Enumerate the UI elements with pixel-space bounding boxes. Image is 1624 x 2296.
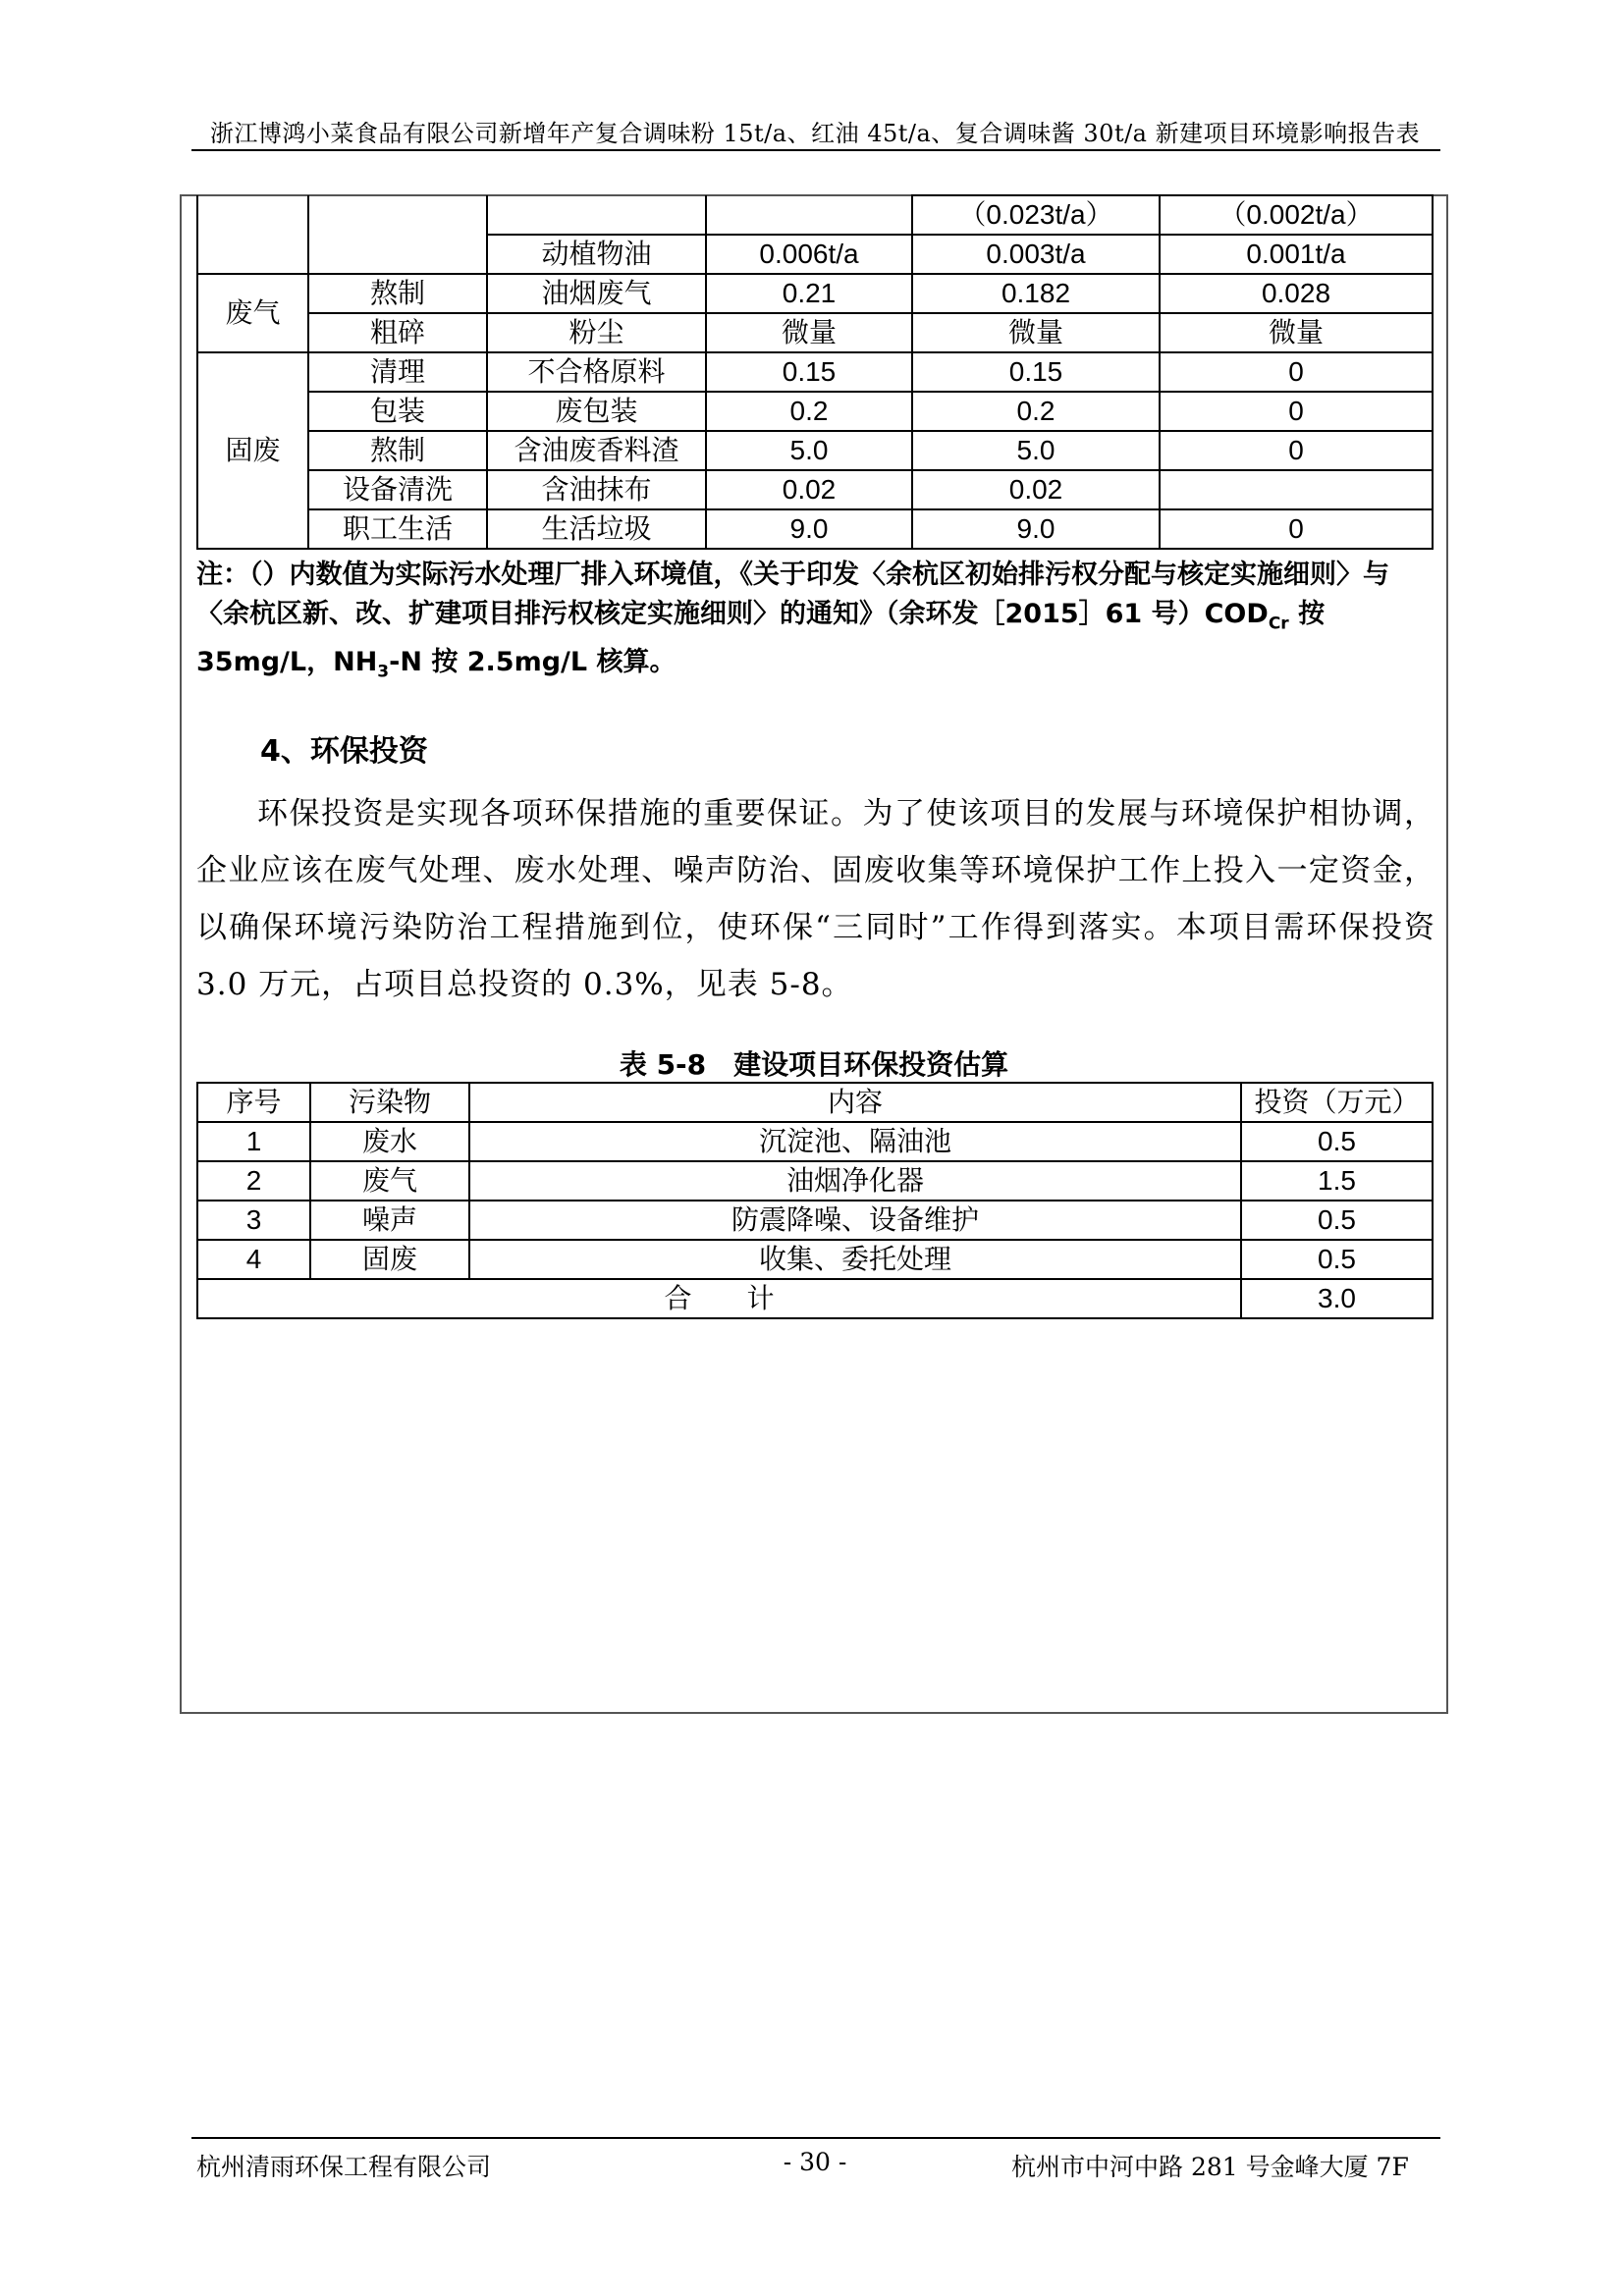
pollutant-cell: 油烟废气 <box>487 274 706 313</box>
column-header: 内容 <box>469 1083 1241 1122</box>
pollutant-cell: 含油抹布 <box>487 470 706 509</box>
table-cell: 噪声 <box>310 1201 469 1240</box>
table-cell: 废水 <box>310 1122 469 1161</box>
table-cell <box>1160 470 1433 509</box>
table-row <box>197 392 1433 431</box>
source-cell: 清理 <box>308 352 487 392</box>
note-subscript: Cr <box>1268 614 1289 634</box>
table-cell: （0.002t/a） <box>1160 195 1433 235</box>
total-label: 合 计 <box>197 1279 1241 1318</box>
pollutant-cell: 粉尘 <box>487 313 706 352</box>
table-cell: 0.21 <box>706 274 912 313</box>
pollutant-cell: 动植物油 <box>487 235 706 274</box>
table-cell: 油烟净化器 <box>469 1161 1241 1201</box>
footer-rule <box>191 2137 1440 2139</box>
table-cell: 0 <box>1160 392 1433 431</box>
table-cell: 微量 <box>1160 313 1433 352</box>
table-row <box>197 1161 1433 1201</box>
table-cell: 2 <box>197 1161 310 1201</box>
footer-address: 杭州市中河中路 281 号金峰大厦 7F <box>1011 2153 1409 2181</box>
table-row <box>197 1240 1433 1279</box>
table-row <box>197 352 1433 392</box>
table-cell: 0.006t/a <box>706 235 912 274</box>
table-cell: 9.0 <box>706 509 912 549</box>
source-cell: 设备清洗 <box>308 470 487 509</box>
table-cell: 0 <box>1160 352 1433 392</box>
table-row <box>197 274 1433 313</box>
source-cell: 熬制 <box>308 431 487 470</box>
table-cell: 防震降噪、设备维护 <box>469 1201 1241 1240</box>
note-text: 注：（）内数值为实际污水处理厂排入环境值，《关于印发〈余杭区初始排污权分配与核定实施细则〉与〈余杭区新、改、扩建项目排污权核定实施细则〉的通知》（余环发［2015］61 号）COD <box>196 560 1389 629</box>
body-paragraph: 环保投资是实现各项环保措施的重要保证。为了使该项目的发展与环境保护相协调，企业应该在废气处理、废水处理、噪声防治、固废收集等环境保护工作上投入一定资金，以确保环境污染防治工程措施到位，使环保“三同时”工作得到落实。本项目需环保投资 3.0 万元，占项目总投资的 0.3%，见表 5-8。 <box>196 796 1435 1002</box>
table-cell: 0.003t/a <box>912 235 1160 274</box>
table-cell: 0.15 <box>706 352 912 392</box>
table-cell: 0.001t/a <box>1160 235 1433 274</box>
table-row <box>197 470 1433 509</box>
table-row <box>197 509 1433 549</box>
table-cell: 固废 <box>310 1240 469 1279</box>
source-cell: 包装 <box>308 392 487 431</box>
emission-table <box>196 194 1434 550</box>
table-row <box>197 313 1433 352</box>
note-text: 按 35mg/L，NH <box>196 599 1326 678</box>
table-cell: 0.028 <box>1160 274 1433 313</box>
table-cell: 微量 <box>706 313 912 352</box>
table-cell: 0 <box>1160 431 1433 470</box>
footer-company: 杭州清雨环保工程有限公司 <box>196 2153 492 2181</box>
table-cell: 0.5 <box>1241 1122 1433 1161</box>
table-row <box>197 195 1433 235</box>
table-cell: 微量 <box>912 313 1160 352</box>
pollutant-cell: 不合格原料 <box>487 352 706 392</box>
table-cell <box>197 195 308 274</box>
source-cell: 职工生活 <box>308 509 487 549</box>
page-number: - 30 - <box>783 2148 847 2176</box>
total-amount: 3.0 <box>1241 1279 1433 1318</box>
note-text: -N 按 2.5mg/L 核算。 <box>389 647 677 678</box>
table-cell: 0.15 <box>912 352 1160 392</box>
table-cell: 沉淀池、隔油池 <box>469 1122 1241 1161</box>
pollutant-cell: 生活垃圾 <box>487 509 706 549</box>
header-rule <box>191 149 1440 151</box>
table-cell: 0.5 <box>1241 1201 1433 1240</box>
table-row <box>197 1201 1433 1240</box>
table-header-row <box>197 1083 1433 1122</box>
table-cell: 废气 <box>310 1161 469 1201</box>
table-row <box>197 1122 1433 1161</box>
pollutant-cell: 废包装 <box>487 392 706 431</box>
table-cell: 0.02 <box>706 470 912 509</box>
table-total-row <box>197 1279 1433 1318</box>
column-header: 污染物 <box>310 1083 469 1122</box>
table-cell: 0.2 <box>706 392 912 431</box>
source-cell: 粗碎 <box>308 313 487 352</box>
source-cell: 熬制 <box>308 274 487 313</box>
pollutant-cell: 含油废香料渣 <box>487 431 706 470</box>
column-header: 序号 <box>197 1083 310 1122</box>
table-row <box>197 431 1433 470</box>
table-cell: 0.182 <box>912 274 1160 313</box>
table-cell: 1 <box>197 1122 310 1161</box>
note-subscript: 3 <box>377 662 390 682</box>
category-cell: 废气 <box>197 274 308 352</box>
table-cell: 0.02 <box>912 470 1160 509</box>
page-header-title: 浙江博鸿小菜食品有限公司新增年产复合调味粉 15t/a、红油 45t/a、复合调味酱 30t/a 新建项目环境影响报告表 <box>209 120 1421 147</box>
table-caption: 表 5-8 建设项目环保投资估算 <box>619 1048 1009 1081</box>
table-cell: （0.023t/a） <box>912 195 1160 235</box>
table-cell: 0 <box>1160 509 1433 549</box>
table-cell <box>487 195 706 235</box>
investment-table <box>196 1082 1434 1319</box>
table-cell: 3 <box>197 1201 310 1240</box>
table-cell: 收集、委托处理 <box>469 1240 1241 1279</box>
table-cell: 5.0 <box>912 431 1160 470</box>
table-cell: 5.0 <box>706 431 912 470</box>
table-cell: 1.5 <box>1241 1161 1433 1201</box>
table-cell: 4 <box>197 1240 310 1279</box>
table-note <box>196 556 1434 692</box>
table-cell <box>308 195 487 274</box>
column-header: 投资（万元） <box>1241 1083 1433 1122</box>
table-cell <box>706 195 912 235</box>
table-cell: 0.5 <box>1241 1240 1433 1279</box>
table-cell: 9.0 <box>912 509 1160 549</box>
section-heading: 4、环保投资 <box>260 734 428 769</box>
table-cell: 0.2 <box>912 392 1160 431</box>
category-cell: 固废 <box>197 352 308 549</box>
